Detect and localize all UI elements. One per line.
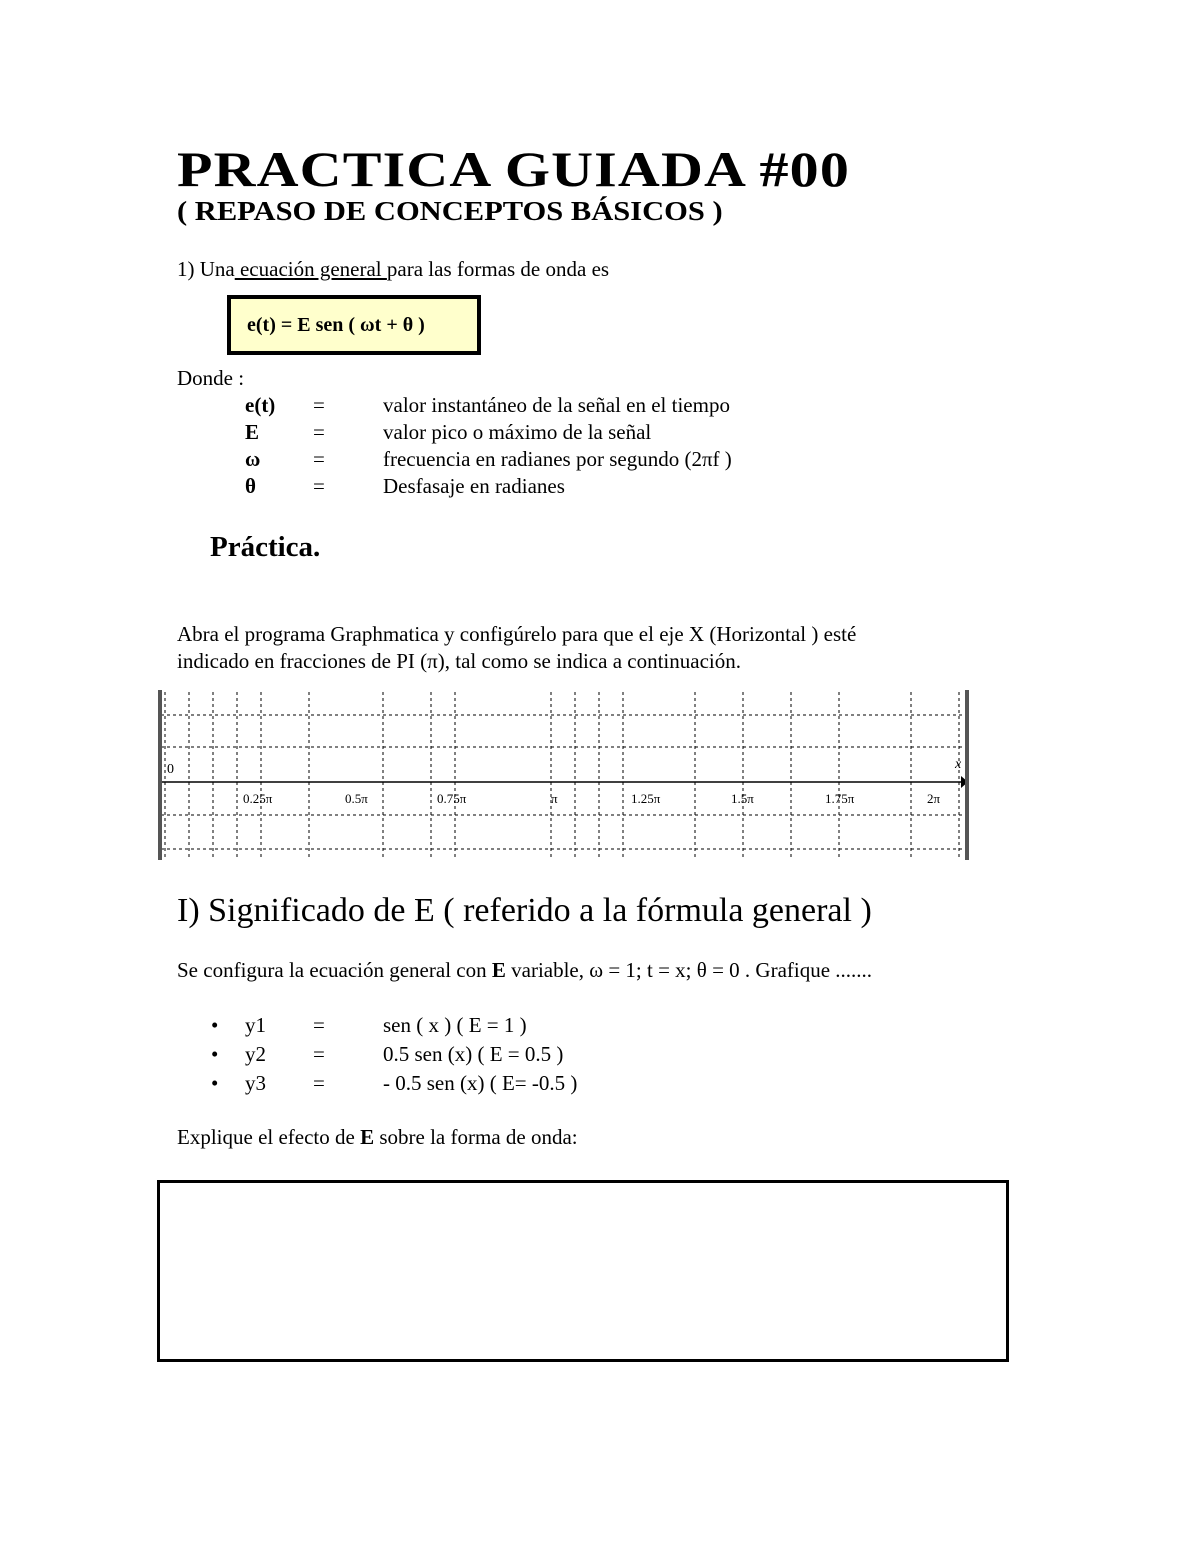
- axis-tick-labels: [243, 791, 941, 806]
- explain-text-before: Explique el efecto de: [177, 1125, 361, 1149]
- bullet-dot-icon: •: [211, 1042, 219, 1066]
- axis-tick-label: 1.75π: [825, 791, 855, 806]
- page-subtitle: ( REPASO DE CONCEPTOS BÁSICOS ): [177, 196, 723, 226]
- list-item: [0, 1011, 900, 1040]
- axis-origin-label: 0: [167, 762, 174, 777]
- bullet-text: - 0.5 sen (x) ( E= -0.5 ): [383, 1071, 578, 1095]
- definition-symbol: ω: [245, 447, 261, 471]
- list-item: [0, 1040, 900, 1069]
- definition-equals: =: [313, 447, 325, 471]
- axis-tick-label: 1.25π: [631, 791, 661, 806]
- grid-lines: [161, 692, 965, 858]
- definition-symbol: θ: [245, 474, 256, 498]
- definition-text: Desfasaje en radianes: [383, 474, 565, 498]
- instruction-line-2: indicado en fracciones de PI (π), tal como se indica a continuación.: [177, 649, 741, 673]
- formula-box: [227, 295, 481, 355]
- bullet-equals: =: [313, 1013, 325, 1037]
- definition-symbol: E: [245, 420, 260, 444]
- definition-text: valor pico o máximo de la señal: [383, 420, 652, 444]
- intro-underlined: ecuación general: [234, 257, 387, 281]
- bullet-equals: =: [313, 1042, 325, 1066]
- axis-tick-label: 1.5π: [731, 791, 754, 806]
- axis-tick-label: 0.5π: [345, 791, 368, 806]
- bullet-symbol: y3: [245, 1071, 266, 1095]
- axis-tick-label: π: [551, 791, 558, 806]
- definition-row: [0, 392, 900, 419]
- axis-tick-label: 0.25π: [243, 791, 273, 806]
- definition-equals: =: [313, 393, 325, 417]
- instruction-line-1: Abra el programa Graphmatica y configúrelo para que el eje X (Horizontal ) esté: [177, 622, 857, 646]
- explain-text: [177, 1125, 578, 1150]
- bullet-symbol: y1: [245, 1013, 266, 1037]
- bullet-equals: =: [313, 1071, 325, 1095]
- section-heading: I) Significado de E ( referido a la fórmula general ): [177, 892, 872, 929]
- definition-equals: =: [313, 474, 325, 498]
- list-item: [0, 1069, 900, 1098]
- pi-axis-figure: [155, 688, 975, 864]
- bullet-symbol: y2: [245, 1042, 266, 1066]
- intro-suffix: para las formas de onda es: [386, 257, 610, 281]
- definition-text: valor instantáneo de la señal en el tiempo: [383, 393, 730, 417]
- axis-tick-label: 2π: [927, 791, 941, 806]
- donde-label: Donde :: [177, 366, 245, 390]
- config-text-after: variable, ω = 1; t = x; θ = 0 . Grafique .......: [505, 958, 873, 982]
- axis-tick-label: 0.75π: [437, 791, 467, 806]
- definition-row: [0, 446, 900, 473]
- bullet-dot-icon: •: [211, 1013, 219, 1037]
- intro-line: [177, 257, 609, 282]
- intro-prefix: 1) Una: [177, 257, 235, 281]
- axis-name-label: x: [955, 757, 962, 772]
- config-text: [177, 958, 872, 983]
- bullet-text: 0.5 sen (x) ( E = 0.5 ): [383, 1042, 564, 1066]
- definition-text: frecuencia en radianes por segundo (2πf ): [383, 447, 732, 471]
- right-border-bar: [965, 690, 969, 860]
- config-text-bold: E: [491, 958, 506, 982]
- bullet-dot-icon: •: [211, 1071, 219, 1095]
- formula-text: e(t) = E sen ( ωt + θ ): [247, 314, 425, 336]
- page-title: PRACTICA GUIADA #00: [177, 141, 850, 197]
- left-border-bar: [158, 690, 162, 860]
- config-text-before: Se configura la ecuación general con: [177, 958, 492, 982]
- explain-text-after: sobre la forma de onda:: [374, 1125, 578, 1149]
- definition-equals: =: [313, 420, 325, 444]
- answer-box[interactable]: [157, 1180, 1009, 1362]
- practica-heading: Práctica.: [210, 531, 321, 563]
- definition-symbol: e(t): [245, 393, 276, 417]
- explain-text-bold: E: [360, 1125, 375, 1149]
- bullet-text: sen ( x ) ( E = 1 ): [383, 1013, 527, 1037]
- definition-row: [0, 473, 900, 500]
- definition-row: [0, 419, 900, 446]
